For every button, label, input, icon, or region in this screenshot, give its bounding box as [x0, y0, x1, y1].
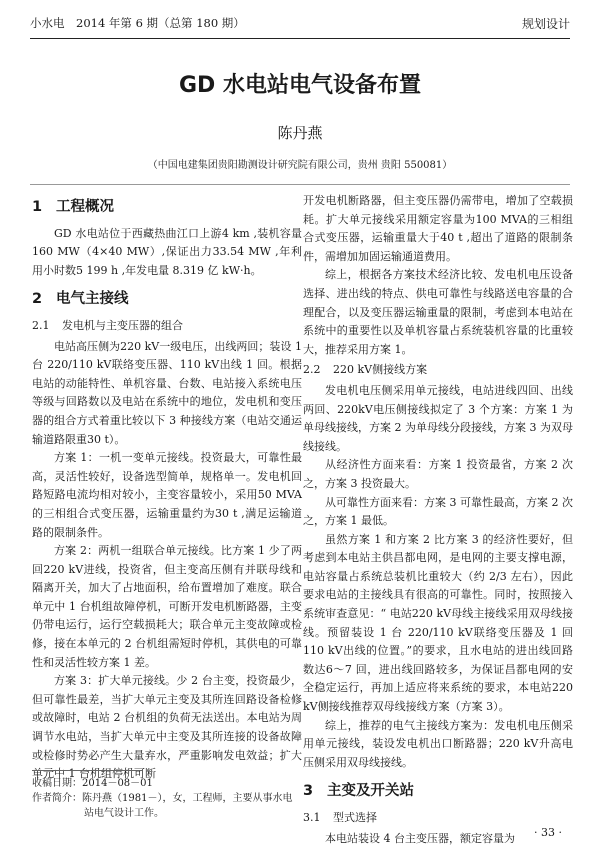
paragraph: 电站高压侧为220 kV一级电压，出线两回；装设 1 台 220/110 kV联络变压器、110 kV出线 1 回。根据电站的动能特性、单机容量、台数、电站接入系统电压等级与回路数以及电站在系统中的地位，发电机和变压器的组合方式着重比较以下 3 种接线方案（电站交通运输道路限重30 t）。 [32, 339, 302, 446]
paragraph: 本电站装设 4 台主变压器，额定容量为 [325, 831, 515, 845]
received-date: 收稿日期：2014－08－01 [32, 778, 153, 789]
right-column [303, 192, 573, 848]
subsection-heading-2-1: 2.1 发电机与主变压器的组合 [32, 318, 183, 332]
paragraph: 从经济性方面来看：方案 1 投资最省，方案 2 次之，方案 3 投资最大。 [303, 458, 573, 490]
author-bio-continued: 站电气设计工作。 [84, 808, 164, 819]
paragraph: 方案 3：扩大单元接线。少 2 台主变，投资最少，但可靠性最差，当扩大单元主变及其所连回路设备检修或故障时，电站 2 台机组的负荷无法送出。本电站为周调节水电站，当扩大单元中主变及其所连接的设备故障或检修时势必产生大量弃水，严重影响发电效益；扩大单元中 1 台机组停机可断 [32, 674, 302, 781]
running-header [0, 0, 600, 40]
page-number: · 33 · [534, 826, 562, 839]
paragraph: 从可靠性方面来看：方案 3 可靠性最高，方案 2 次之，方案 1 最低。 [303, 495, 573, 528]
paragraph: 综上，根据各方案技术经济比较、发电机电压设备选择、进出线的特点、供电可靠性与线路送电容量的合理配合，以及变压器运输重量的限制，考虑到本电站在系统中的重要性以及单机容量占系统装机容量的比重较大，推荐采用方案 1。 [303, 268, 573, 356]
header-rule [30, 38, 570, 39]
subsection-heading-2-2: 2.2 220 kV侧接线方案 [303, 363, 428, 377]
footnote-rule [32, 770, 142, 771]
subsection-heading-3-1: 3.1 型式选择 [303, 811, 377, 824]
journal-info: 小水电 2014 年第 6 期（总第 180 期） [30, 16, 245, 30]
paragraph: 方案 1：一机一变单元接线。投资最大，可靠性最高，灵活性较好，设备选型简单，规格单一。发电机回路短路电流均相对较小，主变容量较小，采用50 MVA的三相组合式变压器，运输重量约为30 t ,满足运输道路的限制条件。 [32, 451, 302, 539]
paragraph: 开发电机断路器，但主变压器仍需带电，增加了空载损耗。扩大单元接线采用额定容量为100 MVA的三相组合式变压器，运输重量大于40 t ,超出了道路的限制条件，需增加加固运输通道费用。 [303, 194, 573, 263]
paragraph: 方案 2：两机一组联合单元接线。比方案 1 少了两回220 kV进线，投资省，但主变高压侧有并联母线和隔离开关，加大了占地面积，给布置增加了难度。联合单元中 1 台机组故障停机，可断开发电机断路器，主变仍带电运行，运行空载损耗大；联合单元主变故障或检修，接在本单元的 2 台机组需短时停机，其供电的可靠性和灵活性较方案 1 差。 [32, 544, 302, 669]
paper-title: GD 水电站电气设备布置 [179, 73, 421, 98]
paragraph: 综上，推荐的电气主接线方案为：发电机电压侧采用单元接线，装设发电机出口断路器；220 kV升高电压侧采用双母线接线。 [303, 718, 573, 769]
section-label: 规划设计 [521, 17, 570, 31]
section-heading-2: 2 电气主接线 [32, 291, 129, 308]
left-column [32, 192, 302, 784]
section-heading-1: 1 工程概况 [32, 199, 114, 215]
paragraph: 虽然方案 1 和方案 2 比方案 3 的经济性要好，但考虑到本电站主供昌都电网，是电网的主要支撑电源，电站容量占系统总装机比重较大（约 2/3 左右），因此要求电站的主接线具有很高的可靠性。同时，按照接入系统审查意见：“ 电站220 kV母线主接线采用双母线接线。预留装设 1 台 220/110 kV联络变压器及 1 回110 kV出线的位置。”的要求，且水电站的进出线回路数达6～7 回，进出线回路较多，为保证昌都电网的安全稳定运行，再加上适应将来系统的要求，本电站220 kV侧接线推荐双母线接线方案（方案 3）。 [303, 532, 573, 714]
author-name: 陈丹燕 [277, 124, 323, 142]
footnote [32, 776, 302, 821]
paragraph: 发电机电压侧采用单元接线，电站进线四回、出线两回、220kV电压侧接线拟定了 3 个方案：方案 1 为单母线接线，方案 2 为单母线分段接线，方案 3 为双母线接线。 [303, 383, 573, 453]
author-affiliation: （中国电建集团贵阳勘测设计研究院有限公司，贵州 贵阳 550081） [147, 160, 453, 171]
author-bio: 作者简介：陈丹燕（1981－），女，工程师，主要从事水电 [32, 793, 293, 804]
section-heading-3: 3 主变及开关站 [303, 783, 414, 800]
paragraph: GD 水电站位于西藏热曲江口上游4 km ,装机容量160 MW（4×40 MW）,保证出力33.54 MW ,年利用小时数5 199 h ,年发电量 8.319 亿 kW·h。 [32, 226, 302, 277]
title-divider [30, 184, 570, 185]
